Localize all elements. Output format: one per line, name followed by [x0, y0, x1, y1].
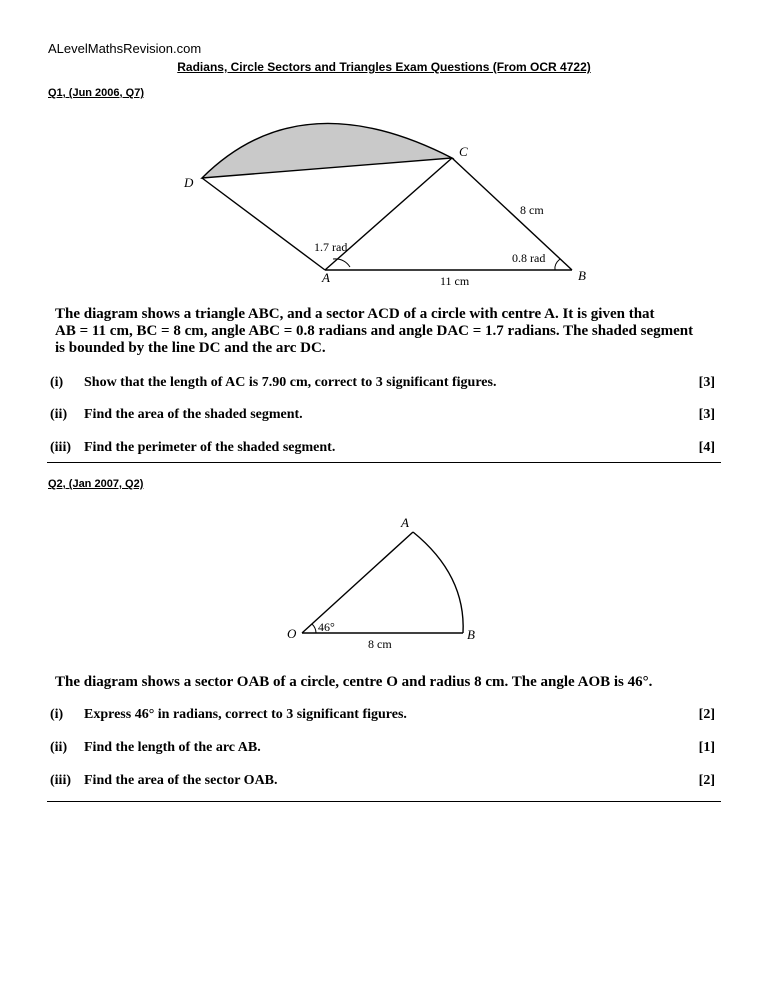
q2-label-a: A — [401, 515, 409, 530]
part-label: (i) — [50, 707, 64, 722]
q1-bc-label: 8 cm — [520, 203, 544, 217]
q2-diagram — [0, 500, 768, 660]
q2-label-b: B — [467, 627, 475, 642]
part-marks: [2] — [698, 773, 715, 788]
q1-shaded-segment — [202, 123, 452, 178]
q1-label-a: A — [322, 270, 330, 285]
q1-line-da — [202, 178, 325, 270]
part-label: (iii) — [50, 773, 71, 788]
q2-heading: Q2, (Jan 2007, Q2) — [48, 478, 144, 490]
q1-label-d: D — [184, 175, 194, 190]
q1-label-b: B — [578, 268, 586, 283]
part-text: Express 46° in radians, correct to 3 significant figures. — [84, 707, 407, 722]
part-marks: [3] — [698, 375, 715, 390]
part-marks: [1] — [698, 740, 715, 755]
q2-intro: The diagram shows a sector OAB of a circle, centre O and radius 8 cm. The angle AOB is 46°. — [55, 674, 653, 690]
q1-part-iii — [50, 440, 715, 456]
q1-diagram — [0, 0, 768, 300]
q2-part-i — [50, 707, 715, 723]
part-label: (ii) — [50, 740, 68, 755]
q2-line-oa — [302, 532, 413, 633]
q1-intro-line: AB = 11 cm, BC = 8 cm, angle ABC = 0.8 radians and angle DAC = 1.7 radians. The shaded segment — [55, 323, 694, 339]
q2-part-iii — [50, 773, 715, 789]
part-label: (ii) — [50, 407, 68, 422]
q2-radius-label: 8 cm — [368, 637, 392, 651]
page-title: Radians, Circle Sectors and Triangles Exam Questions (From OCR 4722) — [177, 60, 591, 74]
part-label: (iii) — [50, 440, 71, 455]
q2-label-o: O — [287, 626, 297, 641]
q1-angle-b-label: 0.8 rad — [512, 251, 546, 265]
q1-intro-line: The diagram shows a triangle ABC, and a sector ACD of a circle with centre A. It is given that — [55, 306, 655, 322]
q1-part-ii — [50, 407, 715, 423]
q2-part-ii — [50, 740, 715, 756]
q2-divider — [47, 801, 721, 802]
part-label: (i) — [50, 375, 64, 390]
q1-heading: Q1, (Jun 2006, Q7) — [48, 87, 144, 99]
q1-part-i — [50, 375, 715, 391]
part-text: Find the area of the shaded segment. — [84, 407, 303, 422]
q2-arc-ab — [413, 532, 463, 633]
q1-intro — [55, 306, 715, 357]
q1-ab-label: 11 cm — [440, 274, 470, 288]
q1-intro-line: is bounded by the line DC and the arc DC. — [55, 340, 326, 356]
q2-angle-arc — [312, 624, 316, 633]
part-text: Find the length of the arc AB. — [84, 740, 261, 755]
part-marks: [2] — [698, 707, 715, 722]
part-text: Find the perimeter of the shaded segment. — [84, 440, 336, 455]
q1-divider — [47, 462, 721, 463]
part-text: Find the area of the sector OAB. — [84, 773, 278, 788]
q1-angle-a-label: 1.7 rad — [314, 240, 348, 254]
part-marks: [3] — [698, 407, 715, 422]
q2-angle-label: 46° — [318, 620, 335, 634]
q1-label-c: C — [459, 144, 468, 159]
part-marks: [4] — [698, 440, 715, 455]
part-text: Show that the length of AC is 7.90 cm, correct to 3 significant figures. — [84, 375, 497, 390]
site-name: ALevelMathsRevision.com — [48, 41, 202, 56]
q1-angle-b-arc — [555, 259, 560, 270]
